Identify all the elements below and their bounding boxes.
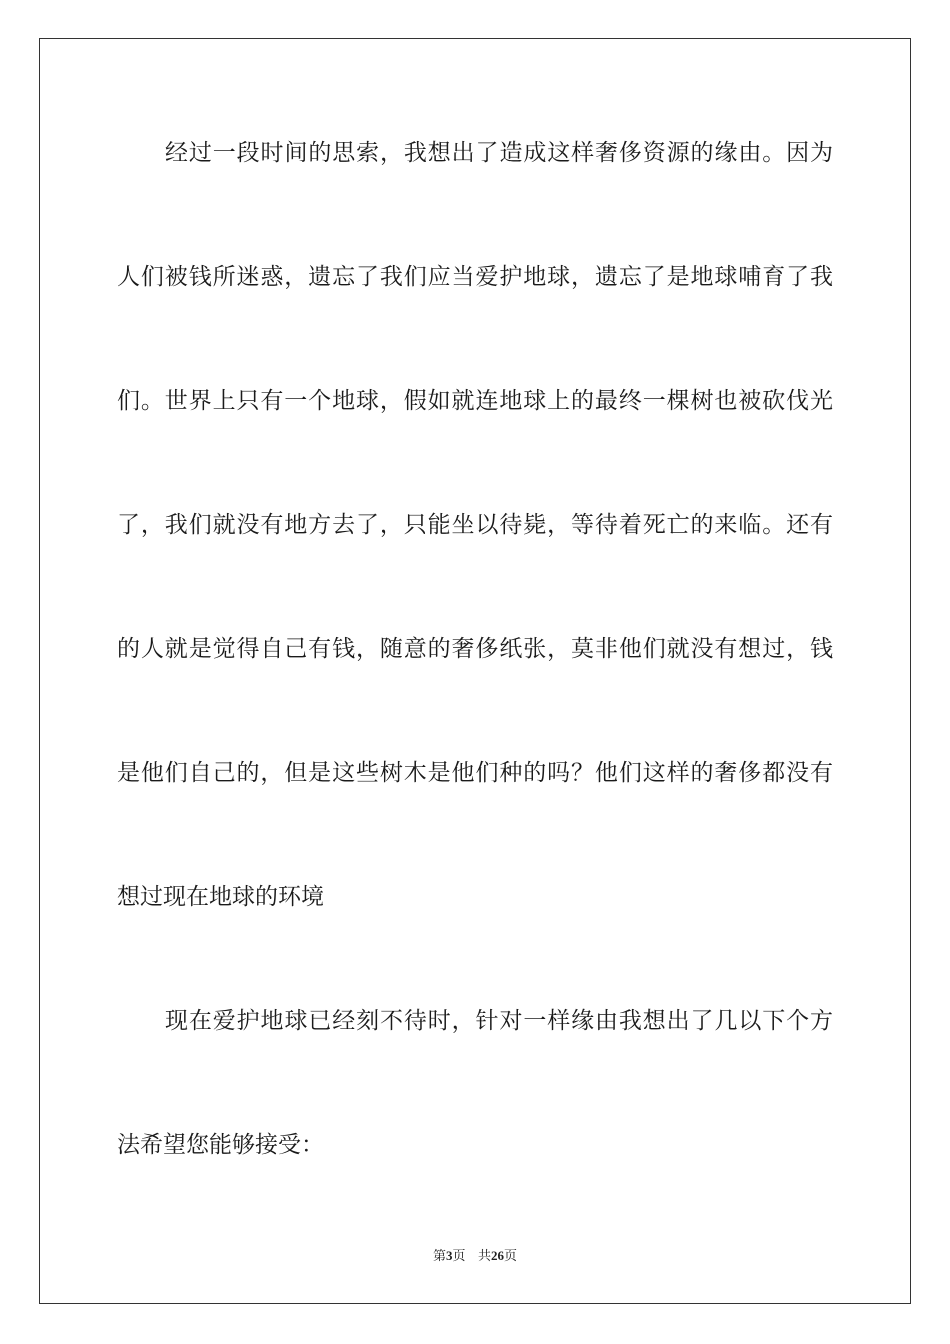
total-pages: 26 xyxy=(490,1248,504,1263)
total-suffix: 页 xyxy=(503,1249,517,1264)
paragraph-line: 是他们自己的，但是这些树木是他们种的吗？他们这样的奢侈都没有 xyxy=(117,760,833,786)
paragraph-line: 了，我们就没有地方去了，只能坐以待毙，等待着死亡的来临。还有 xyxy=(117,512,833,538)
paragraph-line: 经过一段时间的思索，我想出了造成这样奢侈资源的缘由。因为 xyxy=(165,140,833,166)
paragraph-line: 现在爱护地球已经刻不待时，针对一样缘由我想出了几以下个方 xyxy=(165,1008,833,1034)
paragraph-line: 想过现在地球的环境 xyxy=(117,884,324,910)
page-border xyxy=(39,38,911,1304)
paragraph-line: 的人就是觉得自己有钱，随意的奢侈纸张，莫非他们就没有想过，钱 xyxy=(117,636,833,662)
page-number: 3 xyxy=(446,1248,453,1263)
paragraph-line: 法希望您能够接受： xyxy=(117,1132,324,1158)
paragraph-line: 人们被钱所迷惑，遗忘了我们应当爱护地球，遗忘了是地球哺育了我 xyxy=(117,264,833,290)
page-footer xyxy=(0,1247,950,1266)
page-prefix: 第 xyxy=(433,1249,447,1264)
page-suffix: 页 xyxy=(452,1249,466,1264)
total-prefix: 共 xyxy=(477,1249,491,1264)
paragraph-line: 们。世界上只有一个地球，假如就连地球上的最终一棵树也被砍伐光 xyxy=(117,388,833,414)
